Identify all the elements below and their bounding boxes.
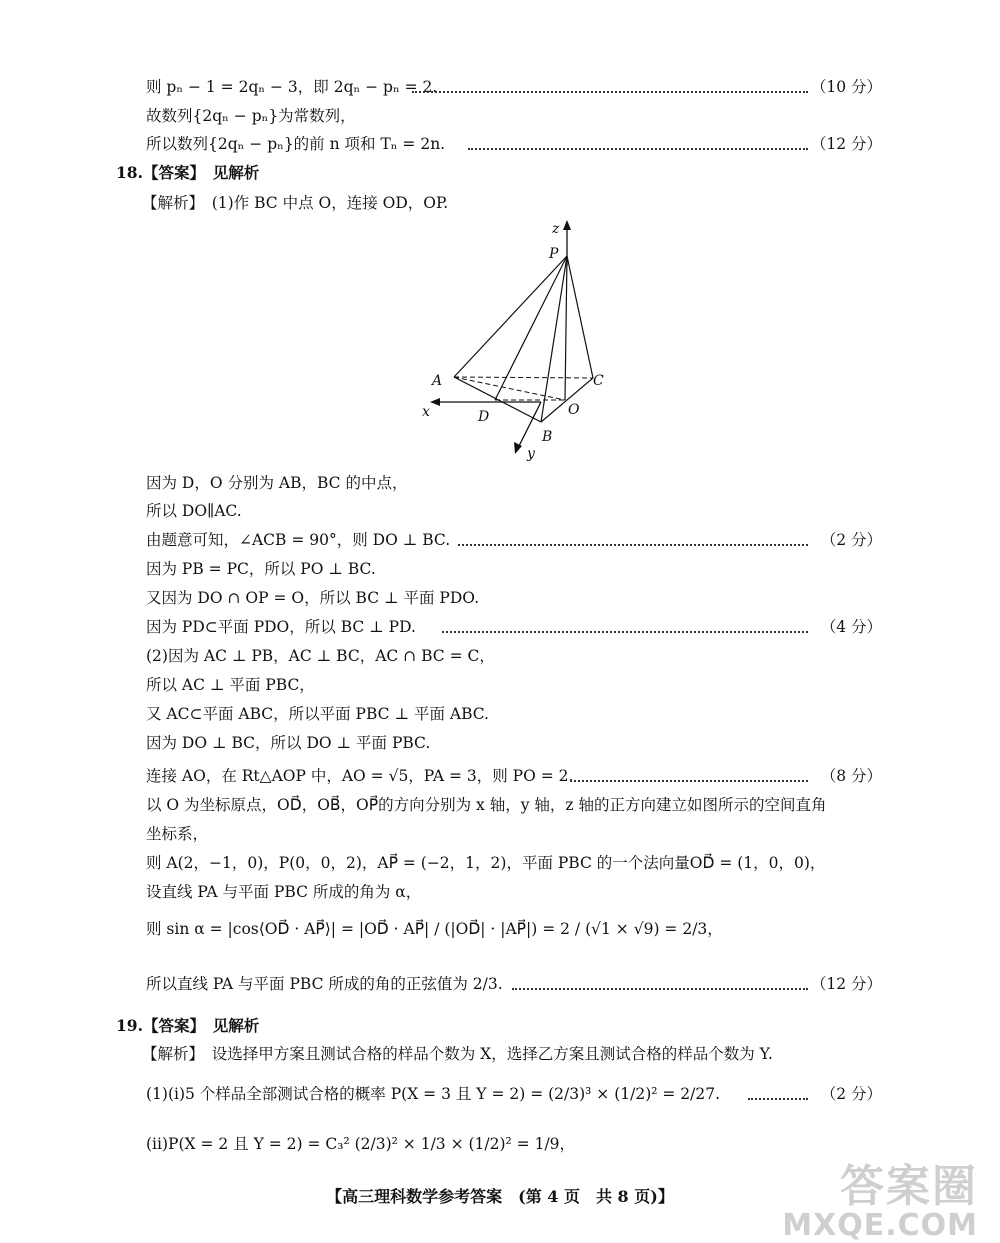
question-18-header: 18.【答案】 见解析 xyxy=(116,163,260,182)
score-label: （12 分） xyxy=(810,135,882,153)
label-A: A xyxy=(432,373,443,389)
text-line: 所以直线 PA 与平面 PBC 所成的角的正弦值为 2/3. xyxy=(146,975,503,993)
score-label: （12 分） xyxy=(810,975,882,993)
score-label: （2 分） xyxy=(820,1085,882,1103)
analysis-line: 【解析】 (1)作 BC 中点 O，连接 OD，OP. xyxy=(142,194,449,212)
dot-leader xyxy=(412,91,808,93)
edge-PA xyxy=(454,256,567,377)
label-B: B xyxy=(542,429,553,445)
score-label: （4 分） xyxy=(820,618,882,636)
page-footer: 【高三理科数学参考答案 (第 4 页 共 8 页)】 xyxy=(326,1187,674,1206)
text-line: 则 pₙ − 1 = 2qₙ − 3，即 2qₙ − pₙ = 2. xyxy=(146,78,438,96)
edge-BC xyxy=(541,378,593,422)
text-line: 由题意可知，∠ACB = 90°，则 DO ⊥ BC. xyxy=(146,531,451,549)
formula-line: (ii)P(X = 2 且 Y = 2) = C₃² (2/3)² × 1/3 × (1/2)² = 1/9， xyxy=(146,1135,576,1153)
edge-AC xyxy=(454,377,593,378)
label-C: C xyxy=(593,373,604,389)
question-19-header: 19.【答案】 见解析 xyxy=(116,1016,260,1035)
dot-leader xyxy=(458,544,808,546)
y-axis xyxy=(518,402,541,448)
text-line: 又因为 DO ∩ OP = O，所以 BC ⊥ 平面 PDO. xyxy=(146,589,479,607)
label-P: P xyxy=(549,246,559,262)
edge-AO xyxy=(454,377,565,400)
watermark-logo: 答案圈 xyxy=(840,1161,978,1212)
pyramid-figure xyxy=(410,218,650,464)
text-line: 设直线 PA 与平面 PBC 所成的角为 α， xyxy=(146,883,422,901)
text-line: 因为 PB = PC，所以 PO ⊥ BC. xyxy=(146,560,376,578)
score-label: （10 分） xyxy=(810,78,882,96)
label-O: O xyxy=(568,402,580,418)
formula-line: 则 sin α = |cos⟨OD⃗ · AP⃗⟩| = |OD⃗ · AP⃗| / (|OD⃗| · |AP⃗|) = 2 / (√1 × √9) = 2/3， xyxy=(146,920,723,938)
score-label: （8 分） xyxy=(820,767,882,785)
text-line: 故数列{2qₙ − pₙ}为常数列， xyxy=(146,107,356,125)
watermark-url: MXQE.COM xyxy=(782,1208,978,1243)
text-line: 则 A(2，−1，0)，P(0，0，2)，AP⃗ = (−2，1，2)，平面 PBC 的一个法向量OD⃗ = (1，0，0)， xyxy=(146,854,826,872)
text-line: (2)因为 AC ⊥ PB，AC ⊥ BC，AC ∩ BC = C， xyxy=(146,647,495,665)
dot-leader xyxy=(468,148,808,150)
edge-PC xyxy=(567,256,593,378)
x-arrow xyxy=(430,398,440,406)
watermark xyxy=(782,1150,978,1243)
text-line: 因为 DO ⊥ BC，所以 DO ⊥ 平面 PBC. xyxy=(146,734,431,752)
dot-leader xyxy=(748,1098,808,1100)
z-arrow xyxy=(563,220,571,230)
text-line: 因为 D，O 分别为 AB，BC 的中点， xyxy=(146,474,408,492)
dot-leader xyxy=(570,780,808,782)
text-line: 因为 PD⊂平面 PDO，所以 BC ⊥ PD. xyxy=(146,618,416,636)
text-line: 连接 AO，在 Rt△AOP 中，AO = √5，PA = 3，则 PO = 2. xyxy=(146,767,574,785)
text-line: 所以 AC ⊥ 平面 PBC， xyxy=(146,676,315,694)
text-line: 以 O 为坐标原点，OD⃗，OB⃗，OP⃗的方向分别为 x 轴，y 轴，z 轴的正方向建立如图所示的空间直角 xyxy=(146,796,827,814)
label-D: D xyxy=(478,409,490,425)
text-line: 所以 DO∥AC. xyxy=(146,502,242,520)
label-x: x xyxy=(422,404,430,420)
formula-line: (1)(i)5 个样品全部测试合格的概率 P(X = 3 且 Y = 2) = (2/3)³ × (1/2)² = 2/27. xyxy=(146,1085,721,1103)
analysis-line: 【解析】 设选择甲方案且测试合格的样品个数为 X，选择乙方案且测试合格的样品个数为 Y. xyxy=(142,1045,773,1063)
score-label: （2 分） xyxy=(820,531,882,549)
label-y: y xyxy=(527,446,535,462)
label-z: z xyxy=(552,221,560,237)
edge-PO xyxy=(565,256,567,400)
dot-leader xyxy=(512,988,808,990)
text-line: 又 AC⊂平面 ABC，所以平面 PBC ⊥ 平面 ABC. xyxy=(146,705,489,723)
dot-leader xyxy=(442,631,808,633)
text-line: 坐标系， xyxy=(146,825,209,843)
text-line: 所以数列{2qₙ − pₙ}的前 n 项和 Tₙ = 2n. xyxy=(146,135,446,153)
